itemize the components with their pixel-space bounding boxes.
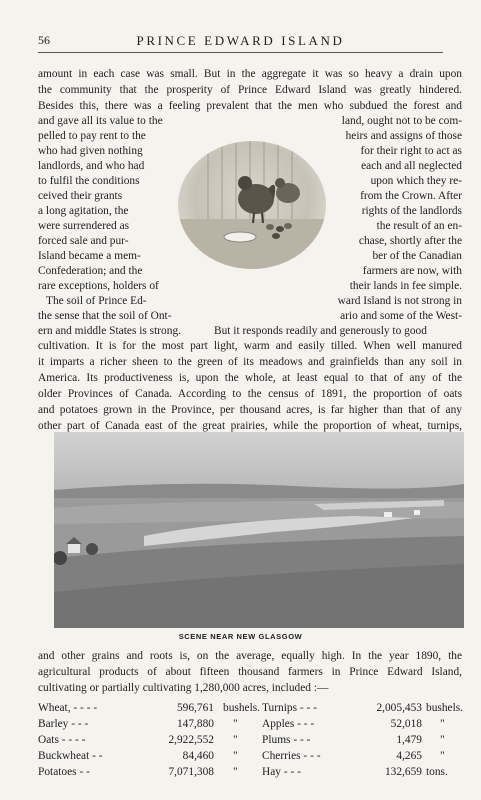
crop-name: Barley - - -: [38, 718, 89, 730]
page-number: 56: [38, 33, 50, 47]
left-col-line: Confederation; and the: [38, 265, 143, 277]
right-col-line: their lands in fee simple.: [349, 280, 462, 292]
body-line-continuation: But it responds readily and generously to good: [214, 325, 427, 337]
left-col-line: rare exceptions, holders of: [38, 280, 159, 292]
crop-unit: ": [440, 750, 445, 762]
crop-quantity: 596,761: [176, 702, 214, 714]
body-line: it imparts a richer sheen to the green of its meadows and grainfields than any soil in: [38, 356, 462, 368]
body-line: and other grains and roots is, on the average, equally high. In the year 1890, the: [38, 650, 462, 662]
body-line: the community that the prosperity of Prince Edward Island was greatly hindered.: [38, 84, 462, 96]
body-line: Besides this, there was a feeling prevalent that the men who subdued the forest and: [38, 100, 462, 112]
right-col-line: land, ought not to be com-: [341, 115, 462, 127]
body-line: agricultural products of about fifteen thousand farmers in Prince Edward Island,: [38, 666, 462, 678]
right-col-line: rights of the landlords: [361, 205, 462, 217]
left-col-line: a long agitation, the: [38, 205, 129, 217]
crop-unit: ": [233, 734, 238, 746]
left-col-line: the sense that the soil of Ont-: [38, 310, 172, 322]
left-col-line: pelled to pay rent to the: [38, 130, 146, 142]
body-line: America. Its productiveness is, upon the whole, at least equal to that of any of the: [38, 372, 462, 384]
running-title: PRINCE EDWARD ISLAND: [136, 33, 345, 48]
left-col-line: and gave all its value to the: [38, 115, 163, 127]
right-col-line: farmers are now, with: [362, 265, 462, 277]
crop-quantity: 4,265: [396, 750, 422, 762]
left-col-line: to fulfil the conditions: [38, 175, 140, 187]
body-line: and potatoes grown in the Province, per thousand acres, is far higher than that of any: [38, 404, 462, 416]
crop-unit: tons.: [426, 766, 448, 778]
crop-name: Oats - - - -: [38, 734, 86, 746]
left-col-line: ceived their grants: [38, 190, 123, 202]
crop-quantity: 1,479: [396, 734, 422, 746]
right-col-line: ward Island is not strong in: [337, 295, 462, 307]
left-col-line: who had given nothing: [38, 145, 143, 157]
crop-name: Turnips - - -: [262, 702, 317, 714]
crop-name: Buckwheat - -: [38, 750, 103, 762]
right-col-line: from the Crown. After: [360, 190, 462, 202]
crop-name: Hay - - -: [262, 766, 301, 778]
page-header: [38, 33, 443, 49]
body-line: amount in each case was small. But in the aggregate it was so heavy a drain upon: [38, 68, 462, 80]
hen-and-chicks-illustration: [178, 141, 326, 269]
right-col-line: heirs and assigns of those: [345, 130, 462, 142]
crop-unit: ": [440, 734, 445, 746]
right-col-line: upon which they re-: [370, 175, 462, 187]
crop-unit: bushels.: [426, 702, 464, 714]
body-line: cultivation. It is for the most part light, warm and easily tilled. When well manured: [38, 340, 462, 352]
crop-unit: ": [233, 718, 238, 730]
landscape-photo: [54, 432, 464, 628]
crop-unit: ": [440, 718, 445, 730]
right-col-line: chase, shortly after the: [358, 235, 462, 247]
crop-quantity: 147,880: [176, 718, 214, 730]
right-col-line: for their right to act as: [360, 145, 462, 157]
crop-quantity: 2,922,552: [168, 734, 214, 746]
body-line: other part of Canada east of the great prairies, while the proportion of wheat, turnips,: [38, 420, 462, 432]
right-col-line: ario and some of the West-: [340, 310, 462, 322]
crop-quantity: 132,659: [384, 766, 422, 778]
crop-name: Plums - - -: [262, 734, 311, 746]
crop-unit: bushels.: [223, 702, 261, 714]
left-col-line: forced sale and pur-: [38, 235, 129, 247]
left-col-line: The soil of Prince Ed-: [46, 295, 147, 307]
crop-name: Wheat, - - - -: [38, 702, 98, 714]
body-line: cultivating or partially cultivating 1,280,000 acres, included :—: [38, 682, 329, 694]
crop-name: Potatoes - -: [38, 766, 90, 778]
left-col-line: landlords, and who had: [38, 160, 145, 172]
crop-name: Cherries - - -: [262, 750, 321, 762]
photo-caption: SCENE NEAR NEW GLASGOW: [178, 632, 303, 641]
right-col-line: each and all neglected: [361, 160, 462, 172]
crop-quantity: 7,071,308: [168, 766, 214, 778]
left-col-line: Island became a mem-: [38, 250, 141, 262]
body-line: older Provinces of Canada. According to the census of 1891, the proportion of oats: [38, 388, 462, 400]
crop-quantity: 2,005,453: [376, 702, 422, 714]
left-col-line: were surrendered as: [38, 220, 130, 232]
crop-unit: ": [233, 766, 238, 778]
crop-quantity: 52,018: [390, 718, 422, 730]
right-col-line: ber of the Canadian: [372, 250, 462, 262]
crop-name: Apples - - -: [262, 718, 315, 730]
left-col-line: ern and middle States is strong.: [38, 325, 181, 337]
right-col-line: the result of an en-: [376, 220, 462, 232]
crop-unit: ": [233, 750, 238, 762]
header-rule: [38, 52, 443, 53]
crop-quantity: 84,460: [182, 750, 214, 762]
